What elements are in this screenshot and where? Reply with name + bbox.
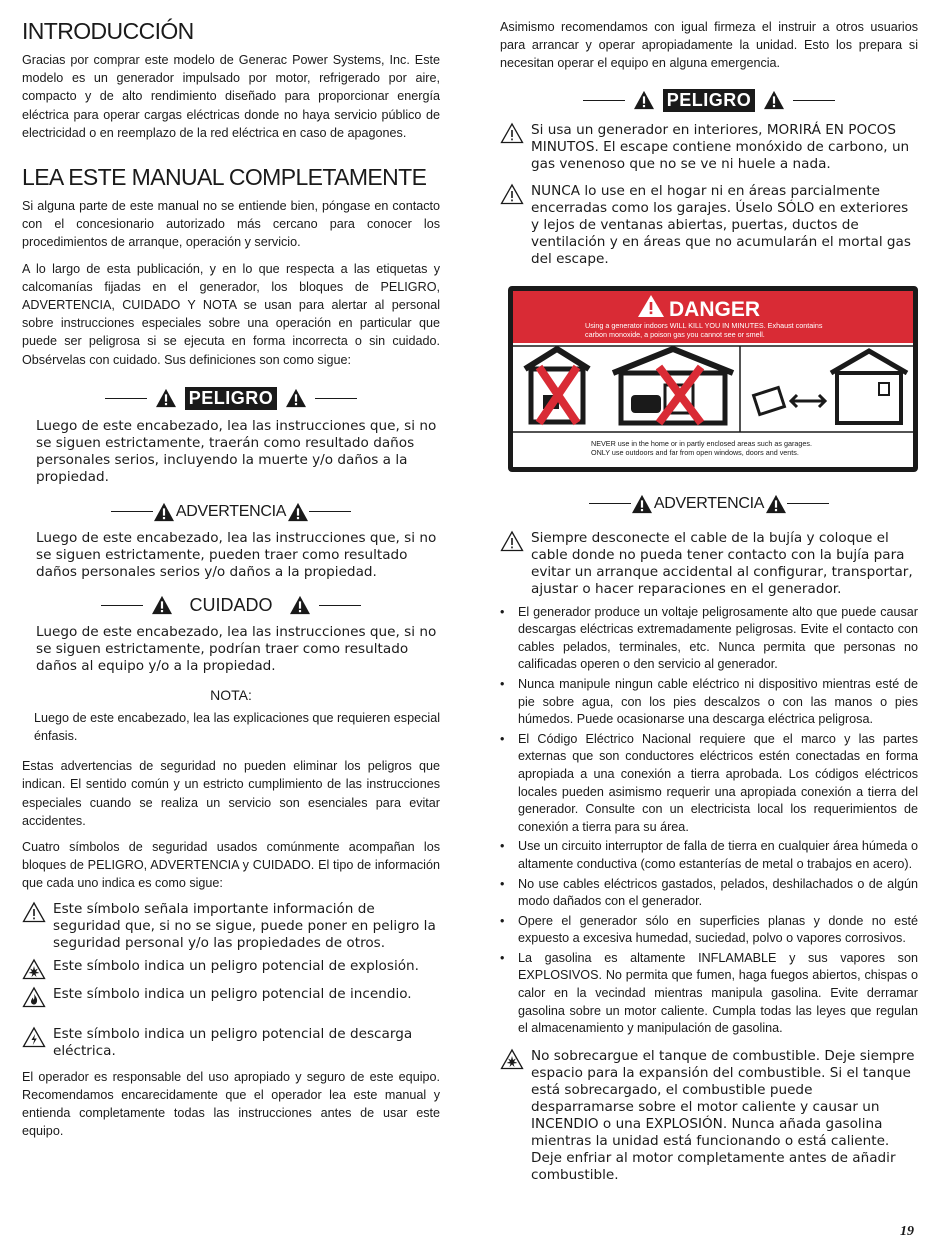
explosion-warning-icon (22, 958, 46, 980)
danger-line-3: NEVER use in the home or in partly enclosed areas such as garages. (591, 438, 812, 448)
cuidado-label: CUIDADO (189, 594, 273, 615)
danger-line-4: ONLY use outdoors and far from open windows, doors and vents. (591, 447, 799, 457)
symbol-general-row (22, 901, 440, 952)
peligro-header (22, 387, 440, 410)
symbol-shock-text: Este símbolo indica un peligro potencial de descarga eléctrica. (53, 1025, 413, 1059)
peligro-badge: PELIGRO (663, 89, 756, 112)
cuidado-definition: Luego de este encabezado, lea las instrucciones que, si no se siguen estrictamente, podrían traer como resultado daños al equipo y/o a la propiedad. (36, 623, 437, 674)
symbol-explosion-row (22, 958, 440, 980)
rule-line (309, 511, 351, 512)
safety-bullet-list (500, 604, 918, 1038)
rule-line (101, 605, 143, 606)
read-manual-p2: A lo largo de esta publicación, y en lo que respecta a las etiquetas y calcomanías fijadas en el generador, los bloques de PELIGRO, ADVERTENCIA, CUIDADO Y NOTA se usan para alertar al personal sobre instrucciones especiales sobre una operación en particular que puede ser peligrosa si se ejecuta en forma incorrecta o sin cuidado. Obsérvelas con cuidado. Sus definiciones son como sigue: (22, 261, 440, 367)
left-column (22, 18, 440, 1148)
list-item: • El generador produce un voltaje peligrosamente alto que puede causar descargas eléctricas extremadamente peligrosas. Evite el contacto con cables pelados, terminales, etc. Nunca permita que personas no calificadas operen o den servicio al generador. (500, 604, 918, 674)
generator-outdoor-icon (754, 387, 825, 414)
rule-line (111, 511, 153, 512)
house-indoor-icon (525, 349, 589, 423)
symbols-paragraph: Cuatro símbolos de seguridad usados comúnmente acompañan los bloques de PELIGRO, ADVERTENCIA y CUIDADO. El tipo de información que cada uno indica es como sigue: (22, 840, 440, 891)
warning-triangle-icon (633, 90, 655, 110)
warning-triangle-icon (155, 388, 177, 408)
nota-definition: Luego de este encabezado, lea las explicaciones que requieren especial énfasis. (34, 710, 440, 744)
read-manual-title: LEA ESTE MANUAL COMPLETAMENTE (22, 164, 427, 191)
house-outdoor-icon (831, 351, 907, 423)
cuidado-header (22, 595, 440, 616)
explosion-warning-icon (500, 1048, 524, 1070)
nota-label: NOTA: (210, 686, 252, 703)
warning-triangle-icon (153, 502, 175, 522)
warning-triangle-icon (22, 901, 46, 923)
never-indoors-text: NUNCA lo use en el hogar ni en áreas parcialmente encerradas como los garajes. Úselo SÓLO en exteriores y lejos de ventanas abiertas, puertas, ductos de ventilación y en áreas que no acumularán el mortal gas del escape. (531, 182, 911, 267)
fuel-warning-row (500, 1048, 918, 1184)
danger-line-1: Using a generator indoors WILL KILL YOU IN MINUTES. Exhaust contains (585, 320, 823, 330)
spark-plug-warning-text: Siempre desconecte el cable de la bujía y coloque el cable donde no pueda tener contacto con la bujía para evitar un arranque accidental al configurar, transportar, ajustar o hacer reparaciones en el generador. (531, 529, 913, 597)
never-indoors-row (500, 183, 918, 268)
warning-triangle-icon (500, 122, 524, 144)
list-item: • Nunca manipule ningun cable eléctrico ni dispositivo mientras esté de pie sobre agua, con los pies descalzos o con las manos o pies húmedos. Puede ocasionarse una descarga eléctrica peligrosa. (500, 676, 918, 729)
list-item: • No use cables eléctricos gastados, pelados, deshilachados o de algún modo dañados con el generador. (500, 876, 918, 911)
warning-triangle-icon (287, 502, 309, 522)
rule-line (583, 100, 625, 101)
danger-label-image (508, 286, 918, 472)
warning-triangle-icon (151, 595, 173, 615)
symbol-explosion-text: Este símbolo indica un peligro potencial de explosión. (53, 957, 419, 974)
warning-triangle-icon (500, 183, 524, 205)
list-item: • La gasolina es altamente INFLAMABLE y sus vapores son EXPLOSIVOS. No permita que fumen, haga fuegos abiertos, chispas o calor en la vecindad mientras manipula gasolina. Evite derramar gasolina sobre un motor caliente. Cumpla todas las leyes que regulan el almacenamiento y manipulación de gasolina. (500, 950, 918, 1038)
symbol-fire-row (22, 986, 440, 1008)
intro-text: Gracias por comprar este modelo de Generac Power Systems, Inc. Este modelo es un generador impulsado por motor, refrigerado por aire, compacto y de alto rendimiento diseñado para proporcionar energía eléctrica para operar cargas eléctricas donde no haya servicio público de electricidad o en reemplazo de la red eléctrica en caso de apagones. (22, 53, 440, 140)
electric-shock-warning-icon (22, 1026, 46, 1048)
page-number: 19 (900, 1224, 914, 1239)
rule-line (589, 503, 631, 504)
warning-triangle-icon (500, 530, 524, 552)
advertencia-header (22, 502, 440, 522)
list-item: • Use un circuito interruptor de falla de tierra en cualquier área húmeda o altamente conductiva (como estanterías de metal o trabajos en acero). (500, 838, 918, 873)
warning-triangle-icon (631, 494, 653, 514)
danger-label-graphic (513, 291, 913, 467)
right-column (500, 18, 918, 1190)
danger-title: DANGER (669, 297, 761, 321)
symbol-shock-row (22, 1026, 440, 1060)
advertencia-header-right (500, 494, 918, 514)
symbol-general-text: Este símbolo señala importante información de seguridad que, si no se sigue, puede poner en peligro la seguridad personal y/o las propiedades de otros. (53, 900, 436, 951)
rule-line (793, 100, 835, 101)
rule-line (315, 398, 357, 399)
rule-line (105, 398, 147, 399)
rule-line (319, 605, 361, 606)
warning-triangle-icon (765, 494, 787, 514)
list-item: • Opere el generador sólo en superficies planas y donde no esté expuesto a excesiva humedad, suciedad, polvo o vapores corrosivos. (500, 913, 918, 948)
spark-plug-warning-row (500, 530, 918, 598)
peligro-badge: PELIGRO (185, 387, 278, 410)
safety-paragraph: Estas advertencias de seguridad no pueden eliminar los peligros que indican. El sentido común y un estricto cumplimiento de las instrucciones especiales cuando se realiza un servicio son esenciales para evitar accidentes. (22, 759, 440, 828)
advertencia-label: ADVERTENCIA (653, 494, 765, 512)
indoor-warning-text: Si usa un generador en interiores, MORIRÁ EN POCOS MINUTOS. El escape contiene monóxido de carbono, un gas venenoso que no se ve ni huele a nada. (531, 121, 910, 172)
peligro-header-right (500, 89, 918, 112)
read-manual-p1: Si alguna parte de este manual no se entiende bien, póngase en contacto con el concesionario autorizado más cercano para conocer los procedimientos de arranque, operación y servicio. (22, 199, 440, 250)
fire-warning-icon (22, 986, 46, 1008)
operator-paragraph: El operador es responsable del uso apropiado y seguro de este equipo. Recomendamos encarecidamente que el operador lea este manual y entienda completamente todas las instrucciones antes de usar este equipo. (22, 1069, 440, 1139)
fuel-warning-text: No sobrecargue el tanque de combustible. Deje siempre espacio para la expansión del combustible. Si el tanque está sobrecargado, el combustible puede desparramarse sobre el motor caliente y causar un INCENDIO o una EXPLOSIÓN. Nunca añada gasolina mientras la unidad está funcionando o está caliente. Deje enfriar al motor completamente antes de añadir combustible. (531, 1047, 915, 1183)
advertencia-definition: Luego de este encabezado, lea las instrucciones que, si no se siguen estrictamente, pueden traer como resultado daños personales serios y/o daños a la propiedad. (36, 529, 437, 580)
danger-line-2: carbon monoxide, a poison gas you cannot see or smell. (585, 329, 765, 339)
intro-title: INTRODUCCIÓN (22, 18, 194, 44)
symbol-fire-text: Este símbolo indica un peligro potencial de incendio. (53, 985, 412, 1002)
warning-triangle-icon (763, 90, 785, 110)
peligro-definition: Luego de este encabezado, lea las instrucciones que, si no se siguen estrictamente, traerán como resultado daños personales serios, incluyendo la muerte y/o daños a la propiedad. (36, 417, 437, 485)
garage-indoor-icon (613, 349, 733, 423)
warning-triangle-icon (289, 595, 311, 615)
warning-triangle-icon (285, 388, 307, 408)
instruct-paragraph: Asimismo recomendamos con igual firmeza el instruir a otros usuarios para arrancar y operar apropiadamente la unidad. Esto los prepara si necesitan operar el equipo en alguna emergencia. (500, 20, 918, 71)
rule-line (787, 503, 829, 504)
list-item: • El Código Eléctrico Nacional requiere que el marco y las partes externas que son conductores eléctricos estén conectadas en forma apropiada a una conexión a tierra aprobada. Los códigos eléctricos locales pueden asimismo requerir una apropiada conexión a tierra del generador. Consulte con un electricista local los requerimientos de conexión a tierra para su área. (500, 731, 918, 837)
indoor-warning-row (500, 122, 918, 173)
advertencia-label: ADVERTENCIA (175, 502, 287, 520)
